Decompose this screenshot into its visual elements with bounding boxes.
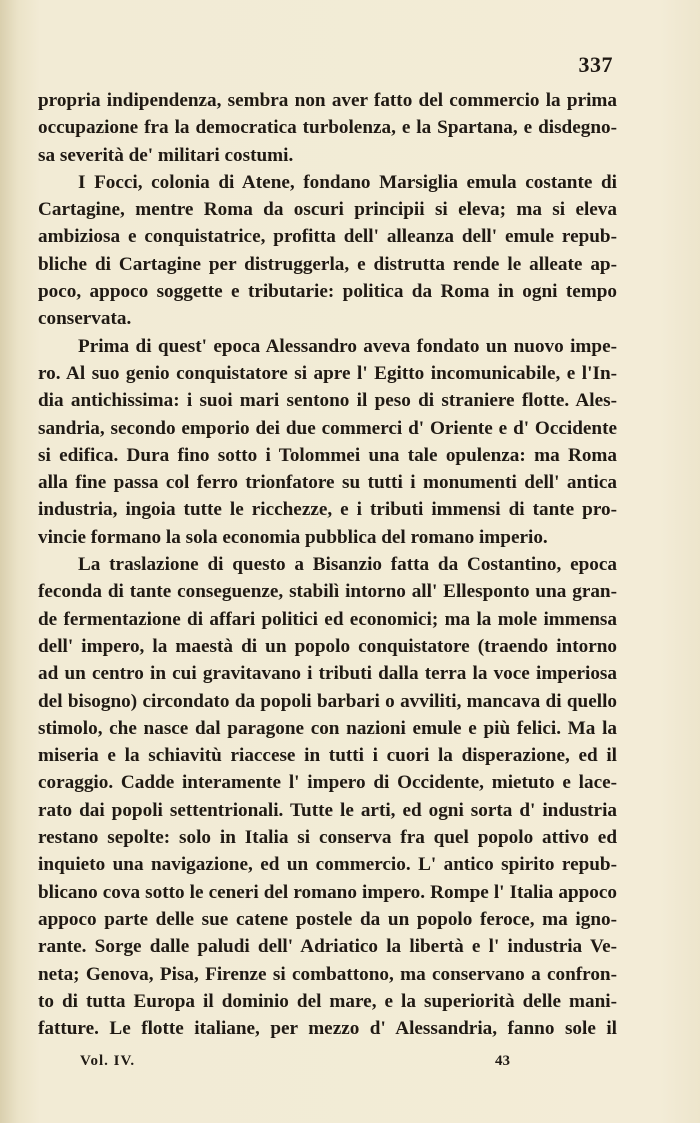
text-line: vincie formano la sola economia pubblica del romano imperio.: [38, 526, 548, 548]
text-line: dia antichissima: i suoi mari sentono il peso di straniere flotte. Ales-: [38, 390, 617, 412]
text-line: Prima di quest' epoca Alessandro aveva fondato un nuovo impe-: [78, 335, 617, 357]
text-line: Cartagine, mentre Roma da oscuri principii si eleva; ma si eleva: [38, 199, 617, 221]
text-line: de fermentazione di affari politici ed economici; ma la mole immensa: [38, 608, 617, 630]
text-line: coraggio. Cadde interamente l' impero di Occidente, mietuto e lace-: [38, 772, 617, 794]
text-line: rante. Sorge dalle paludi dell' Adriatico la libertà e l' industria Ve-: [38, 936, 617, 958]
text-line: propria indipendenza, sembra non aver fatto del commercio la prima: [38, 90, 617, 111]
text-line: appoco parte delle sue catene postele da un popolo feroce, ma igno-: [38, 908, 617, 930]
page-footer: [38, 1053, 617, 1075]
text-line: inquieto una navigazione, ed un commercio. L' antico spirito repub-: [38, 854, 617, 876]
text-line: neta; Genova, Pisa, Firenze si combattono, ma conservano a confron-: [38, 963, 617, 985]
text-line: I Focci, colonia di Atene, fondano Marsiglia emula costante di: [78, 171, 617, 193]
text-line: restano sepolte: solo in Italia si conserva fra quel popolo attivo ed: [38, 827, 617, 849]
text-line: conservata.: [38, 308, 132, 330]
text-line: occupazione fra la democratica turbolenza, e la Spartana, e disdegno-: [38, 117, 617, 139]
text-line: poco, appoco soggette e tributarie: politica da Roma in ogni tempo: [38, 281, 617, 303]
body-text: [38, 87, 617, 1042]
text-line: ad un centro in cui gravitavano i tributi dalla terra la voce imperiosa: [38, 663, 617, 685]
text-line: sa severità de' militari costumi.: [38, 144, 294, 166]
text-line: del bisogno) circondato da popoli barbari o avviliti, mancava di quello: [38, 690, 617, 712]
text-line: rato dai popoli settentrionali. Tutte le arti, ed ogni sorta d' industria: [38, 799, 617, 821]
volume-label: Vol. IV.: [80, 1053, 136, 1069]
text-line: ro. Al suo genio conquistatore si apre l' Egitto incomunicabile, e l'In-: [38, 362, 617, 384]
text-line: fatture. Le flotte italiane, per mezzo d' Alessandria, fanno sole il: [38, 1018, 617, 1040]
text-line: bliche di Cartagine per distruggerla, e distrutta rende le alleate ap-: [38, 253, 617, 275]
text-line: blicano cova sotto le ceneri del romano impero. Rompe l' Italia appoco: [38, 881, 617, 903]
text-line: to di tutta Europa il dominio del mare, e la superiorità delle mani-: [38, 990, 617, 1012]
text-line: industria, ingoia tutte le ricchezze, e i tributi immensi di tante pro-: [38, 499, 617, 521]
text-line: dell' impero, la maestà di un popolo conquistatore (traendo intorno: [38, 635, 617, 657]
text-line: sandria, secondo emporio dei due commerci d' Oriente e d' Occidente: [38, 417, 617, 439]
page-number: 337: [578, 52, 613, 77]
text-line: ambiziosa e conquistatrice, profitta dell' alleanza dell' emule repub-: [38, 226, 617, 248]
signature-mark: 43: [495, 1053, 510, 1069]
text-line: feconda di tante conseguenze, stabilì intorno all' Ellesponto una gran-: [38, 581, 617, 603]
text-line: si edifica. Dura fino sotto i Tolommei una tale opulenza: ma Roma: [38, 444, 617, 466]
text-line: miseria e la schiavitù riaccese in tutti i cuori la disperazione, ed il: [38, 745, 617, 767]
text-line: stimolo, che nasce dal paragone con nazioni emule e più felici. Ma la: [38, 717, 617, 739]
text-line: alla fine passa col ferro trionfatore su tutti i monumenti dell' antica: [38, 472, 617, 494]
text-line: La traslazione di questo a Bisanzio fatta da Costantino, epoca: [78, 554, 617, 576]
